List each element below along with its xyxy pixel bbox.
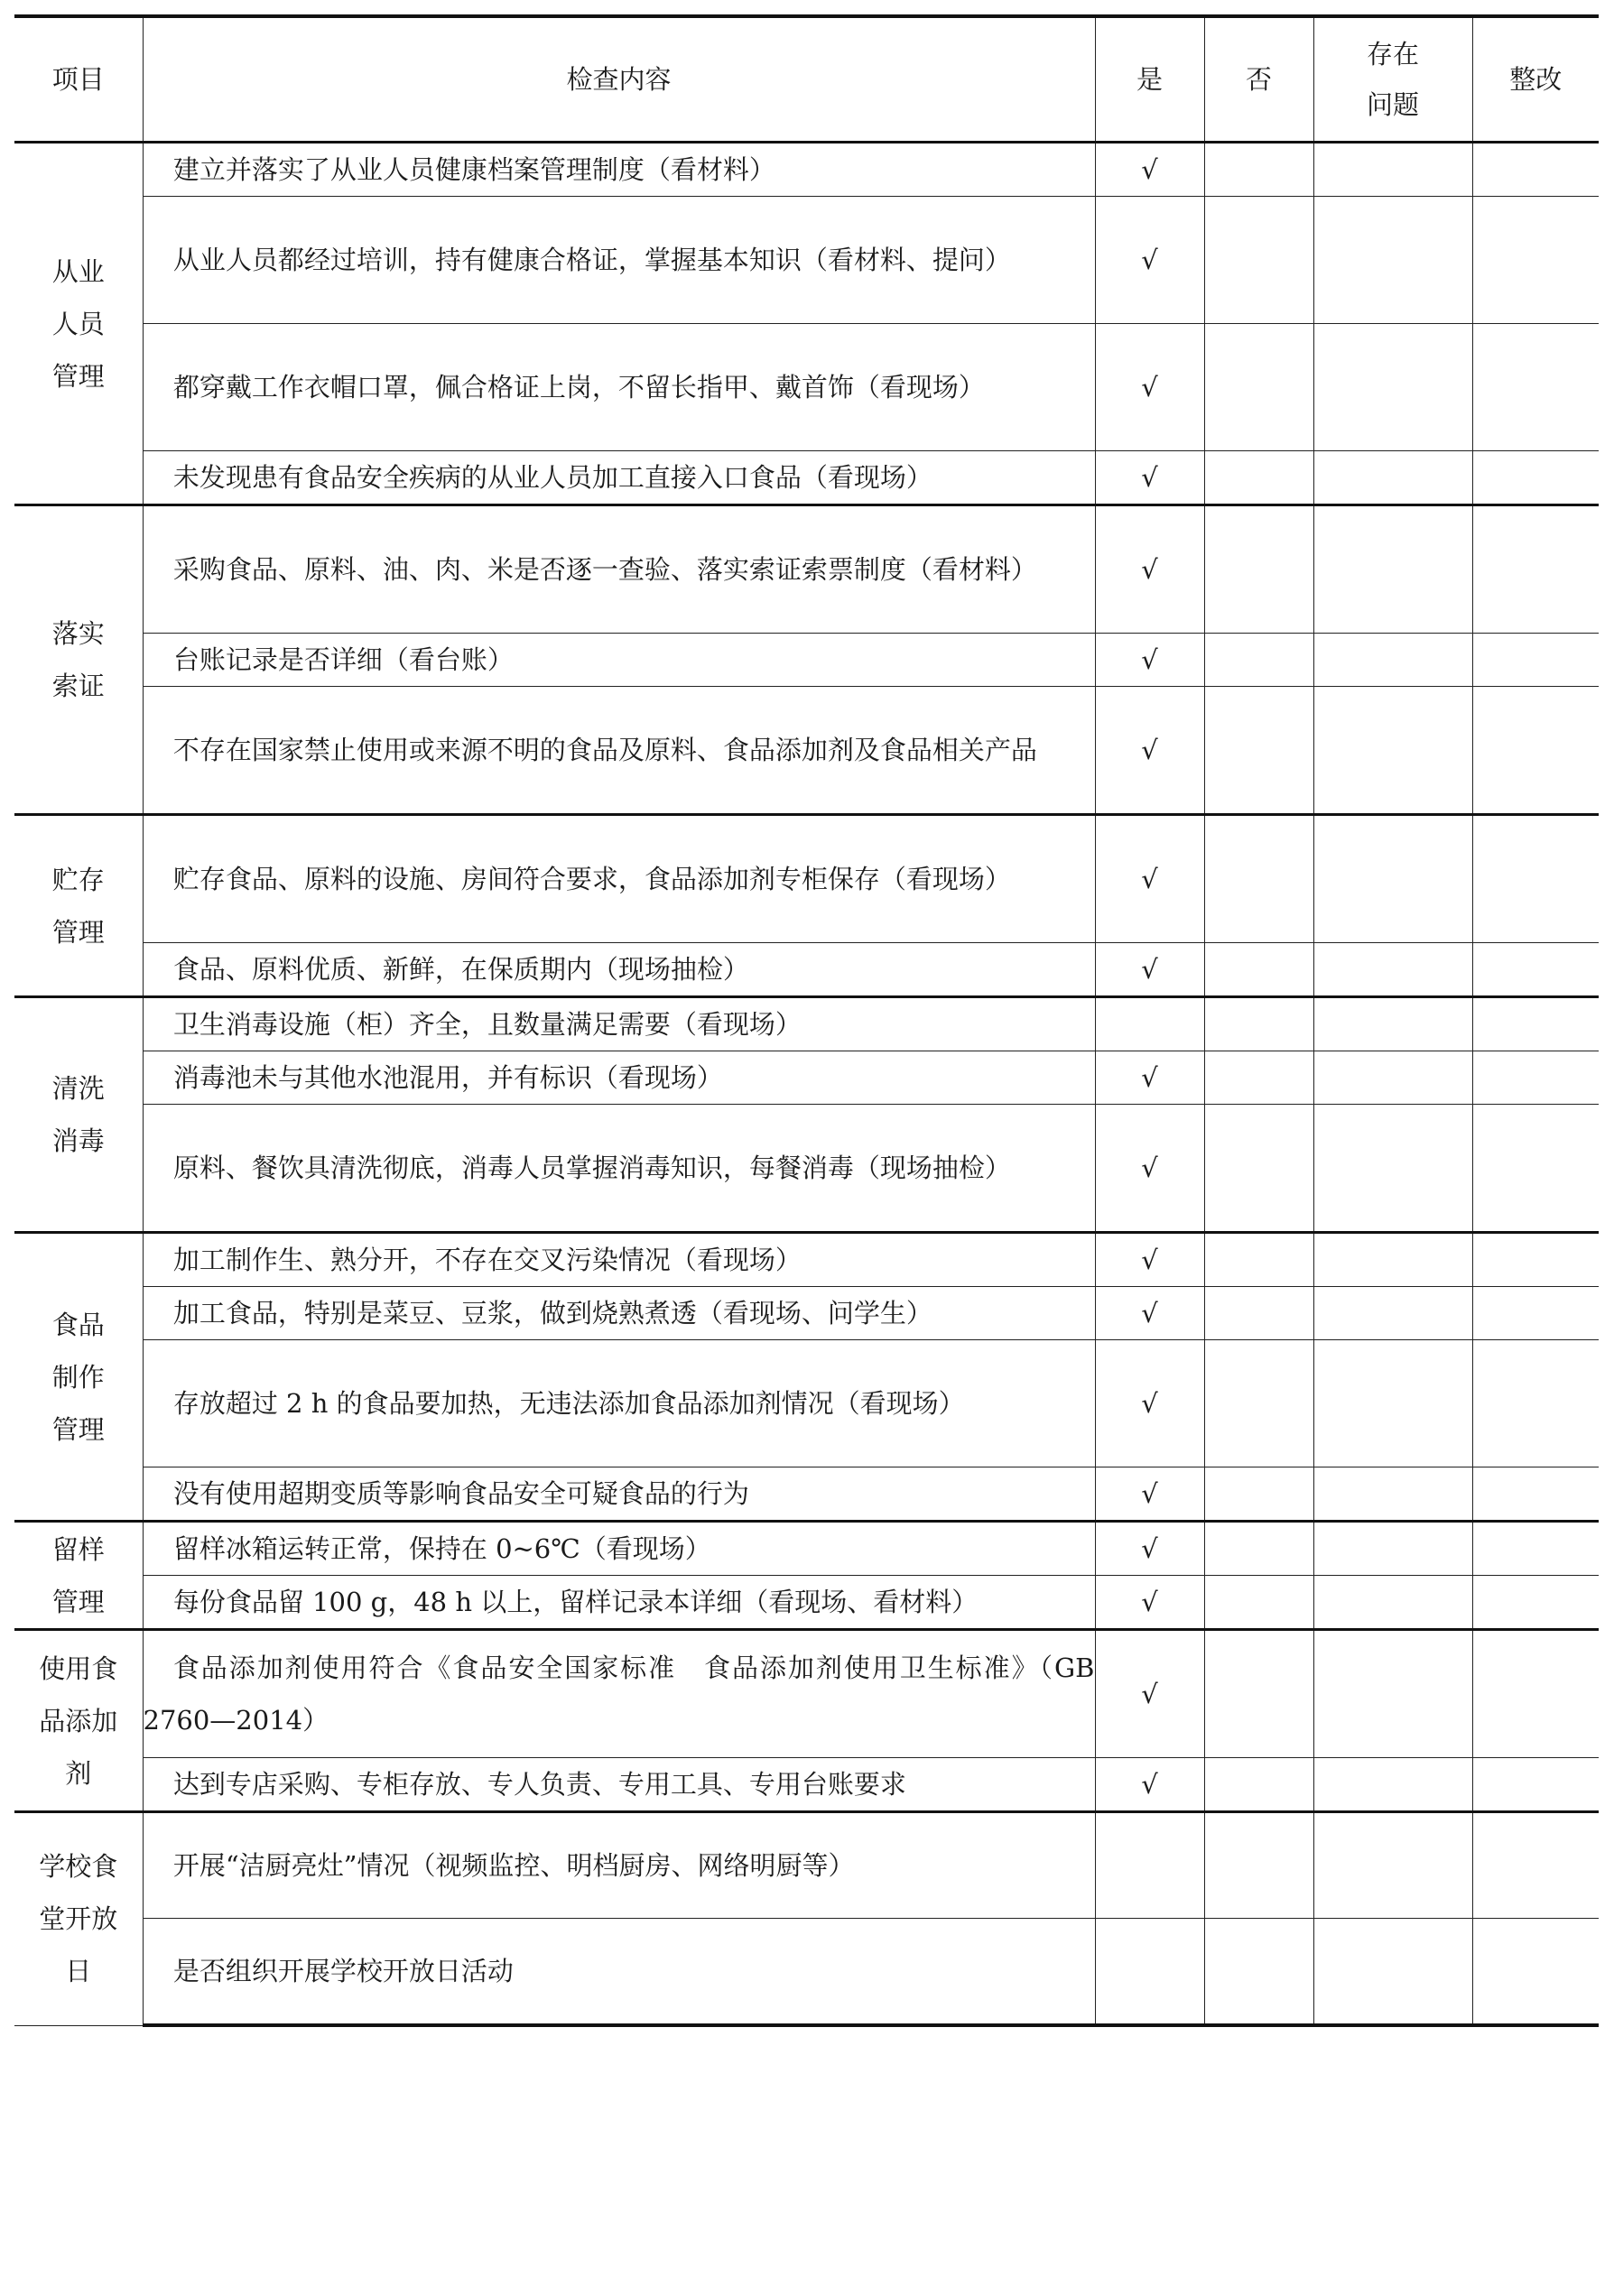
yes-cell: √ xyxy=(1095,197,1204,324)
table-row xyxy=(14,1630,1599,1758)
no-cell xyxy=(1204,1051,1313,1105)
content-cell xyxy=(143,1233,1095,1287)
table-row xyxy=(14,1287,1599,1340)
table-row xyxy=(14,324,1599,451)
issue-cell xyxy=(1313,634,1472,687)
issue-cell xyxy=(1313,143,1472,197)
content-cell xyxy=(143,1051,1095,1105)
issue-cell xyxy=(1313,943,1472,997)
header-content: 检查内容 xyxy=(143,16,1095,143)
issue-cell xyxy=(1313,1758,1472,1812)
issue-cell xyxy=(1313,451,1472,505)
content-cell xyxy=(143,197,1095,324)
check-item-text: 加工食品，特别是菜豆、豆浆，做到烧熟煮透（看现场、问学生） xyxy=(172,1298,932,1329)
check-item-text: 加工制作生、熟分开，不存在交叉污染情况（看现场） xyxy=(172,1245,802,1275)
rectify-cell xyxy=(1472,997,1599,1051)
table-row xyxy=(14,1758,1599,1812)
category-label: 食品制作管理 xyxy=(51,1309,105,1445)
rectify-cell xyxy=(1472,1051,1599,1105)
category-cell xyxy=(14,997,143,1233)
issue-cell xyxy=(1313,324,1472,451)
table-row xyxy=(14,815,1599,943)
category-cell xyxy=(14,1630,143,1812)
issue-cell xyxy=(1313,1522,1472,1576)
category-label: 从业人员管理 xyxy=(51,255,105,392)
no-cell xyxy=(1204,324,1313,451)
issue-cell xyxy=(1313,1812,1472,1919)
category-label: 学校食堂开放日 xyxy=(39,1851,118,1987)
no-cell xyxy=(1204,1233,1313,1287)
content-cell xyxy=(143,505,1095,634)
yes-cell: √ xyxy=(1095,1576,1204,1630)
no-cell xyxy=(1204,1287,1313,1340)
yes-cell: √ xyxy=(1095,634,1204,687)
header-rectify: 整改 xyxy=(1472,16,1599,143)
check-item-text: 留样冰箱运转正常，保持在 0~6℃（看现场） xyxy=(172,1533,711,1564)
rectify-cell xyxy=(1472,634,1599,687)
table-row xyxy=(14,634,1599,687)
category-cell xyxy=(14,505,143,815)
check-item-text: 是否组织开展学校开放日活动 xyxy=(172,1956,514,1986)
content-cell xyxy=(143,1287,1095,1340)
yes-cell: √ xyxy=(1095,943,1204,997)
issue-cell xyxy=(1313,1467,1472,1522)
yes-cell: √ xyxy=(1095,451,1204,505)
category-label: 落实索证 xyxy=(51,618,105,701)
table-row xyxy=(14,1051,1599,1105)
header-no: 否 xyxy=(1204,16,1313,143)
yes-cell: √ xyxy=(1095,1287,1204,1340)
check-item-text: 食品添加剂使用符合《食品安全国家标准 食品添加剂使用卫生标准》（GB 2760—2014） xyxy=(143,1653,1095,1736)
rectify-cell xyxy=(1472,324,1599,451)
header-item: 项目 xyxy=(14,16,143,143)
issue-cell xyxy=(1313,1630,1472,1758)
yes-cell: √ xyxy=(1095,1051,1204,1105)
yes-cell: √ xyxy=(1095,687,1204,815)
no-cell xyxy=(1204,997,1313,1051)
rectify-cell xyxy=(1472,1919,1599,2026)
no-cell xyxy=(1204,1340,1313,1467)
rectify-cell xyxy=(1472,1287,1599,1340)
rectify-cell xyxy=(1472,1105,1599,1233)
category-cell xyxy=(14,1522,143,1630)
check-item-text: 未发现患有食品安全疾病的从业人员加工直接入口食品（看现场） xyxy=(172,462,932,493)
content-cell xyxy=(143,324,1095,451)
issue-cell xyxy=(1313,687,1472,815)
no-cell xyxy=(1204,687,1313,815)
issue-cell xyxy=(1313,1287,1472,1340)
rectify-cell xyxy=(1472,943,1599,997)
rectify-cell xyxy=(1472,143,1599,197)
content-cell xyxy=(143,1630,1095,1758)
table-row xyxy=(14,1105,1599,1233)
yes-cell xyxy=(1095,997,1204,1051)
check-item-text: 贮存食品、原料的设施、房间符合要求，食品添加剂专柜保存（看现场） xyxy=(172,864,1011,894)
header-row xyxy=(14,16,1599,143)
issue-cell xyxy=(1313,505,1472,634)
rectify-cell xyxy=(1472,1233,1599,1287)
header-issue xyxy=(1313,16,1472,143)
check-item-text: 消毒池未与其他水池混用，并有标识（看现场） xyxy=(172,1062,723,1093)
table-row xyxy=(14,1340,1599,1467)
no-cell xyxy=(1204,1812,1313,1919)
rectify-cell xyxy=(1472,1630,1599,1758)
issue-cell xyxy=(1313,1233,1472,1287)
no-cell xyxy=(1204,1576,1313,1630)
issue-cell xyxy=(1313,1051,1472,1105)
check-item-text: 建立并落实了从业人员健康档案管理制度（看材料） xyxy=(172,154,775,185)
rectify-cell xyxy=(1472,1758,1599,1812)
check-item-text: 都穿戴工作衣帽口罩，佩合格证上岗，不留长指甲、戴首饰（看现场） xyxy=(172,372,985,403)
table-row xyxy=(14,143,1599,197)
category-label: 贮存管理 xyxy=(51,864,105,948)
content-cell xyxy=(143,1467,1095,1522)
category-cell xyxy=(14,1233,143,1522)
check-item-text: 存放超过 2 h 的食品要加热，无违法添加食品添加剂情况（看现场） xyxy=(172,1388,965,1419)
rectify-cell xyxy=(1472,1340,1599,1467)
check-item-text: 原料、餐饮具清洗彻底，消毒人员掌握消毒知识，每餐消毒（现场抽检） xyxy=(172,1153,1011,1183)
rectify-cell xyxy=(1472,815,1599,943)
category-label: 清洗消毒 xyxy=(51,1073,105,1156)
content-cell xyxy=(143,1576,1095,1630)
table-row xyxy=(14,197,1599,324)
table-row xyxy=(14,1233,1599,1287)
content-cell xyxy=(143,943,1095,997)
category-cell xyxy=(14,143,143,505)
inspection-checklist-table xyxy=(14,14,1599,2027)
no-cell xyxy=(1204,197,1313,324)
category-cell xyxy=(14,815,143,997)
check-item-text: 采购食品、原料、油、肉、米是否逐一查验、落实索证索票制度（看材料） xyxy=(172,554,1037,585)
yes-cell: √ xyxy=(1095,1630,1204,1758)
table-row xyxy=(14,505,1599,634)
check-item-text: 每份食品留 100 g，48 h 以上，留样记录本详细（看现场、看材料） xyxy=(172,1587,979,1617)
check-item-text: 从业人员都经过培训，持有健康合格证，掌握基本知识（看材料、提问） xyxy=(172,245,1011,275)
category-label: 留样管理 xyxy=(51,1533,105,1617)
rectify-cell xyxy=(1472,687,1599,815)
yes-cell: √ xyxy=(1095,1105,1204,1233)
content-cell xyxy=(143,634,1095,687)
no-cell xyxy=(1204,1522,1313,1576)
yes-cell: √ xyxy=(1095,324,1204,451)
header-issue-label: 存在问题 xyxy=(1366,38,1419,120)
yes-cell: √ xyxy=(1095,1467,1204,1522)
no-cell xyxy=(1204,1105,1313,1233)
no-cell xyxy=(1204,815,1313,943)
rectify-cell xyxy=(1472,197,1599,324)
issue-cell xyxy=(1313,997,1472,1051)
rectify-cell xyxy=(1472,1522,1599,1576)
no-cell xyxy=(1204,451,1313,505)
category-cell xyxy=(14,1812,143,2026)
yes-cell xyxy=(1095,1812,1204,1919)
content-cell xyxy=(143,997,1095,1051)
check-item-text: 没有使用超期变质等影响食品安全可疑食品的行为 xyxy=(172,1478,749,1509)
check-item-text: 不存在国家禁止使用或来源不明的食品及原料、食品添加剂及食品相关产品 xyxy=(172,735,1037,765)
rectify-cell xyxy=(1472,1467,1599,1522)
content-cell xyxy=(143,1758,1095,1812)
content-cell xyxy=(143,1919,1095,2026)
header-yes: 是 xyxy=(1095,16,1204,143)
check-item-text: 食品、原料优质、新鲜，在保质期内（现场抽检） xyxy=(172,954,749,985)
check-item-text: 开展“洁厨亮灶”情况（视频监控、明档厨房、网络明厨等） xyxy=(172,1850,855,1881)
content-cell xyxy=(143,1522,1095,1576)
check-item-text: 台账记录是否详细（看台账） xyxy=(172,644,514,675)
check-item-text: 达到专店采购、专柜存放、专人负责、专用工具、专用台账要求 xyxy=(172,1769,906,1800)
issue-cell xyxy=(1313,197,1472,324)
table-row xyxy=(14,687,1599,815)
yes-cell xyxy=(1095,1919,1204,2026)
yes-cell: √ xyxy=(1095,1340,1204,1467)
issue-cell xyxy=(1313,1919,1472,2026)
table-row xyxy=(14,1812,1599,1919)
no-cell xyxy=(1204,1919,1313,2026)
content-cell xyxy=(143,1340,1095,1467)
no-cell xyxy=(1204,1758,1313,1812)
no-cell xyxy=(1204,634,1313,687)
issue-cell xyxy=(1313,1340,1472,1467)
table-row xyxy=(14,1522,1599,1576)
content-cell xyxy=(143,1105,1095,1233)
table-row xyxy=(14,451,1599,505)
issue-cell xyxy=(1313,1105,1472,1233)
content-cell xyxy=(143,687,1095,815)
yes-cell: √ xyxy=(1095,1233,1204,1287)
content-cell xyxy=(143,815,1095,943)
no-cell xyxy=(1204,505,1313,634)
content-cell xyxy=(143,451,1095,505)
yes-cell: √ xyxy=(1095,505,1204,634)
yes-cell: √ xyxy=(1095,143,1204,197)
no-cell xyxy=(1204,943,1313,997)
check-item-text: 卫生消毒设施（柜）齐全，且数量满足需要（看现场） xyxy=(172,1009,802,1040)
rectify-cell xyxy=(1472,1576,1599,1630)
rectify-cell xyxy=(1472,1812,1599,1919)
issue-cell xyxy=(1313,815,1472,943)
rectify-cell xyxy=(1472,505,1599,634)
no-cell xyxy=(1204,1467,1313,1522)
yes-cell: √ xyxy=(1095,1758,1204,1812)
table-row xyxy=(14,1467,1599,1522)
no-cell xyxy=(1204,1630,1313,1758)
rectify-cell xyxy=(1472,451,1599,505)
content-cell xyxy=(143,1812,1095,1919)
table-row xyxy=(14,943,1599,997)
content-cell xyxy=(143,143,1095,197)
table-row xyxy=(14,1576,1599,1630)
no-cell xyxy=(1204,143,1313,197)
table-row xyxy=(14,1919,1599,2026)
table-row xyxy=(14,997,1599,1051)
category-label: 使用食品添加剂 xyxy=(39,1653,118,1789)
issue-cell xyxy=(1313,1576,1472,1630)
yes-cell: √ xyxy=(1095,1522,1204,1576)
yes-cell: √ xyxy=(1095,815,1204,943)
